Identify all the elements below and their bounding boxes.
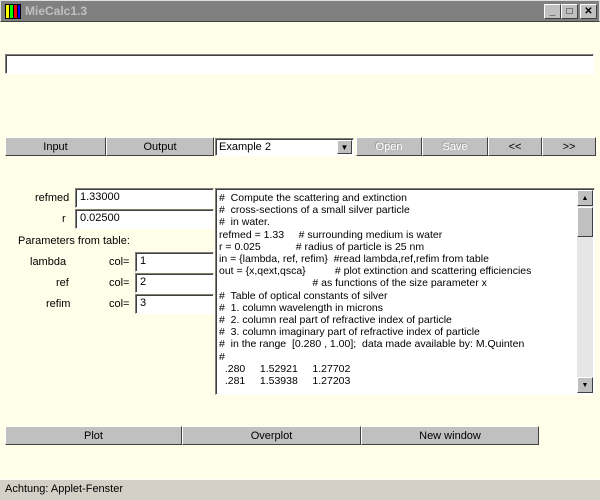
close-button[interactable]	[580, 4, 597, 19]
title-bar	[0, 0, 600, 22]
ref-label: ref	[56, 277, 69, 289]
scroll-down-icon[interactable]: ▼	[577, 377, 593, 393]
plot-button[interactable]	[5, 426, 182, 445]
input-button[interactable]	[5, 137, 106, 156]
next-button-label: >>	[562, 140, 576, 153]
next-button[interactable]	[542, 137, 596, 156]
plot-button-label: Plot	[84, 429, 103, 442]
lambda-label: lambda	[30, 256, 67, 268]
output-button-label: Output	[143, 140, 177, 153]
new-window-button-label: New window	[419, 429, 481, 442]
maximize-button[interactable]	[561, 4, 578, 19]
minimize-button[interactable]	[544, 4, 561, 19]
example-select[interactable]	[215, 138, 354, 156]
overplot-button-label: Overplot	[250, 429, 293, 442]
lambda-col-label: col=	[109, 256, 130, 268]
app-icon	[5, 4, 21, 19]
maximize-icon: □	[566, 5, 573, 17]
output-button[interactable]	[106, 137, 214, 156]
refim-col-label: col=	[109, 298, 130, 310]
vertical-scrollbar[interactable]	[577, 190, 593, 393]
example-select-value: Example 2	[219, 141, 271, 153]
save-button-label: Save	[442, 140, 468, 153]
open-button[interactable]	[356, 137, 422, 156]
new-window-button[interactable]	[361, 426, 539, 445]
table-params-heading: Parameters from table:	[18, 235, 130, 247]
refim-col-input[interactable]: 3	[135, 294, 214, 314]
minimize-icon: _	[549, 5, 556, 17]
input-button-label: Input	[43, 140, 68, 153]
prev-button[interactable]	[488, 137, 542, 156]
open-button-label: Open	[375, 140, 403, 153]
r-input[interactable]: 0.02500	[75, 209, 214, 229]
ref-col-label: col=	[109, 277, 130, 289]
r-label: r	[62, 213, 66, 225]
scroll-up-icon[interactable]: ▲	[577, 190, 593, 206]
script-text: # Compute the scattering and extinction # cross-sections of a small silver particle # in water. refmed = 1.33 # surrounding medium is water r = 0.025 # radius of particle is 25 nm in = {lambda, ref, refim} #read lambda,ref,refim from table out = {x,qext,qsca} # plot extinction and scattering efficiencies # as functions of the size parameter x # Table of optical constants of silver # 1. column wavelength in microns # 2. column real part of refractive index of particle # 3. column imaginary part of refractive index of particle # in the range [0.280 , 1.00]; data made available by: M.Quinten # .280 1.52921 1.27702 .281 1.53938 1.27203	[219, 192, 532, 388]
ref-col-input[interactable]: 2	[135, 273, 214, 293]
lambda-col-input[interactable]: 1	[135, 252, 214, 272]
chevron-down-icon[interactable]: ▼	[337, 140, 352, 154]
overplot-button[interactable]	[182, 426, 361, 445]
save-button[interactable]	[422, 137, 488, 156]
window-title: MieCalc1.3	[25, 4, 88, 18]
status-text: Achtung: Applet-Fenster	[5, 483, 124, 495]
script-textarea[interactable]	[215, 188, 595, 395]
refmed-input[interactable]: 1.33000	[75, 188, 214, 208]
scroll-thumb[interactable]	[577, 207, 593, 237]
refmed-label: refmed	[35, 192, 70, 204]
prev-button-label: <<	[508, 140, 522, 153]
command-input[interactable]	[5, 54, 594, 74]
close-icon: ✕	[584, 5, 593, 17]
status-bar	[0, 479, 600, 500]
refim-label: refim	[46, 298, 71, 310]
